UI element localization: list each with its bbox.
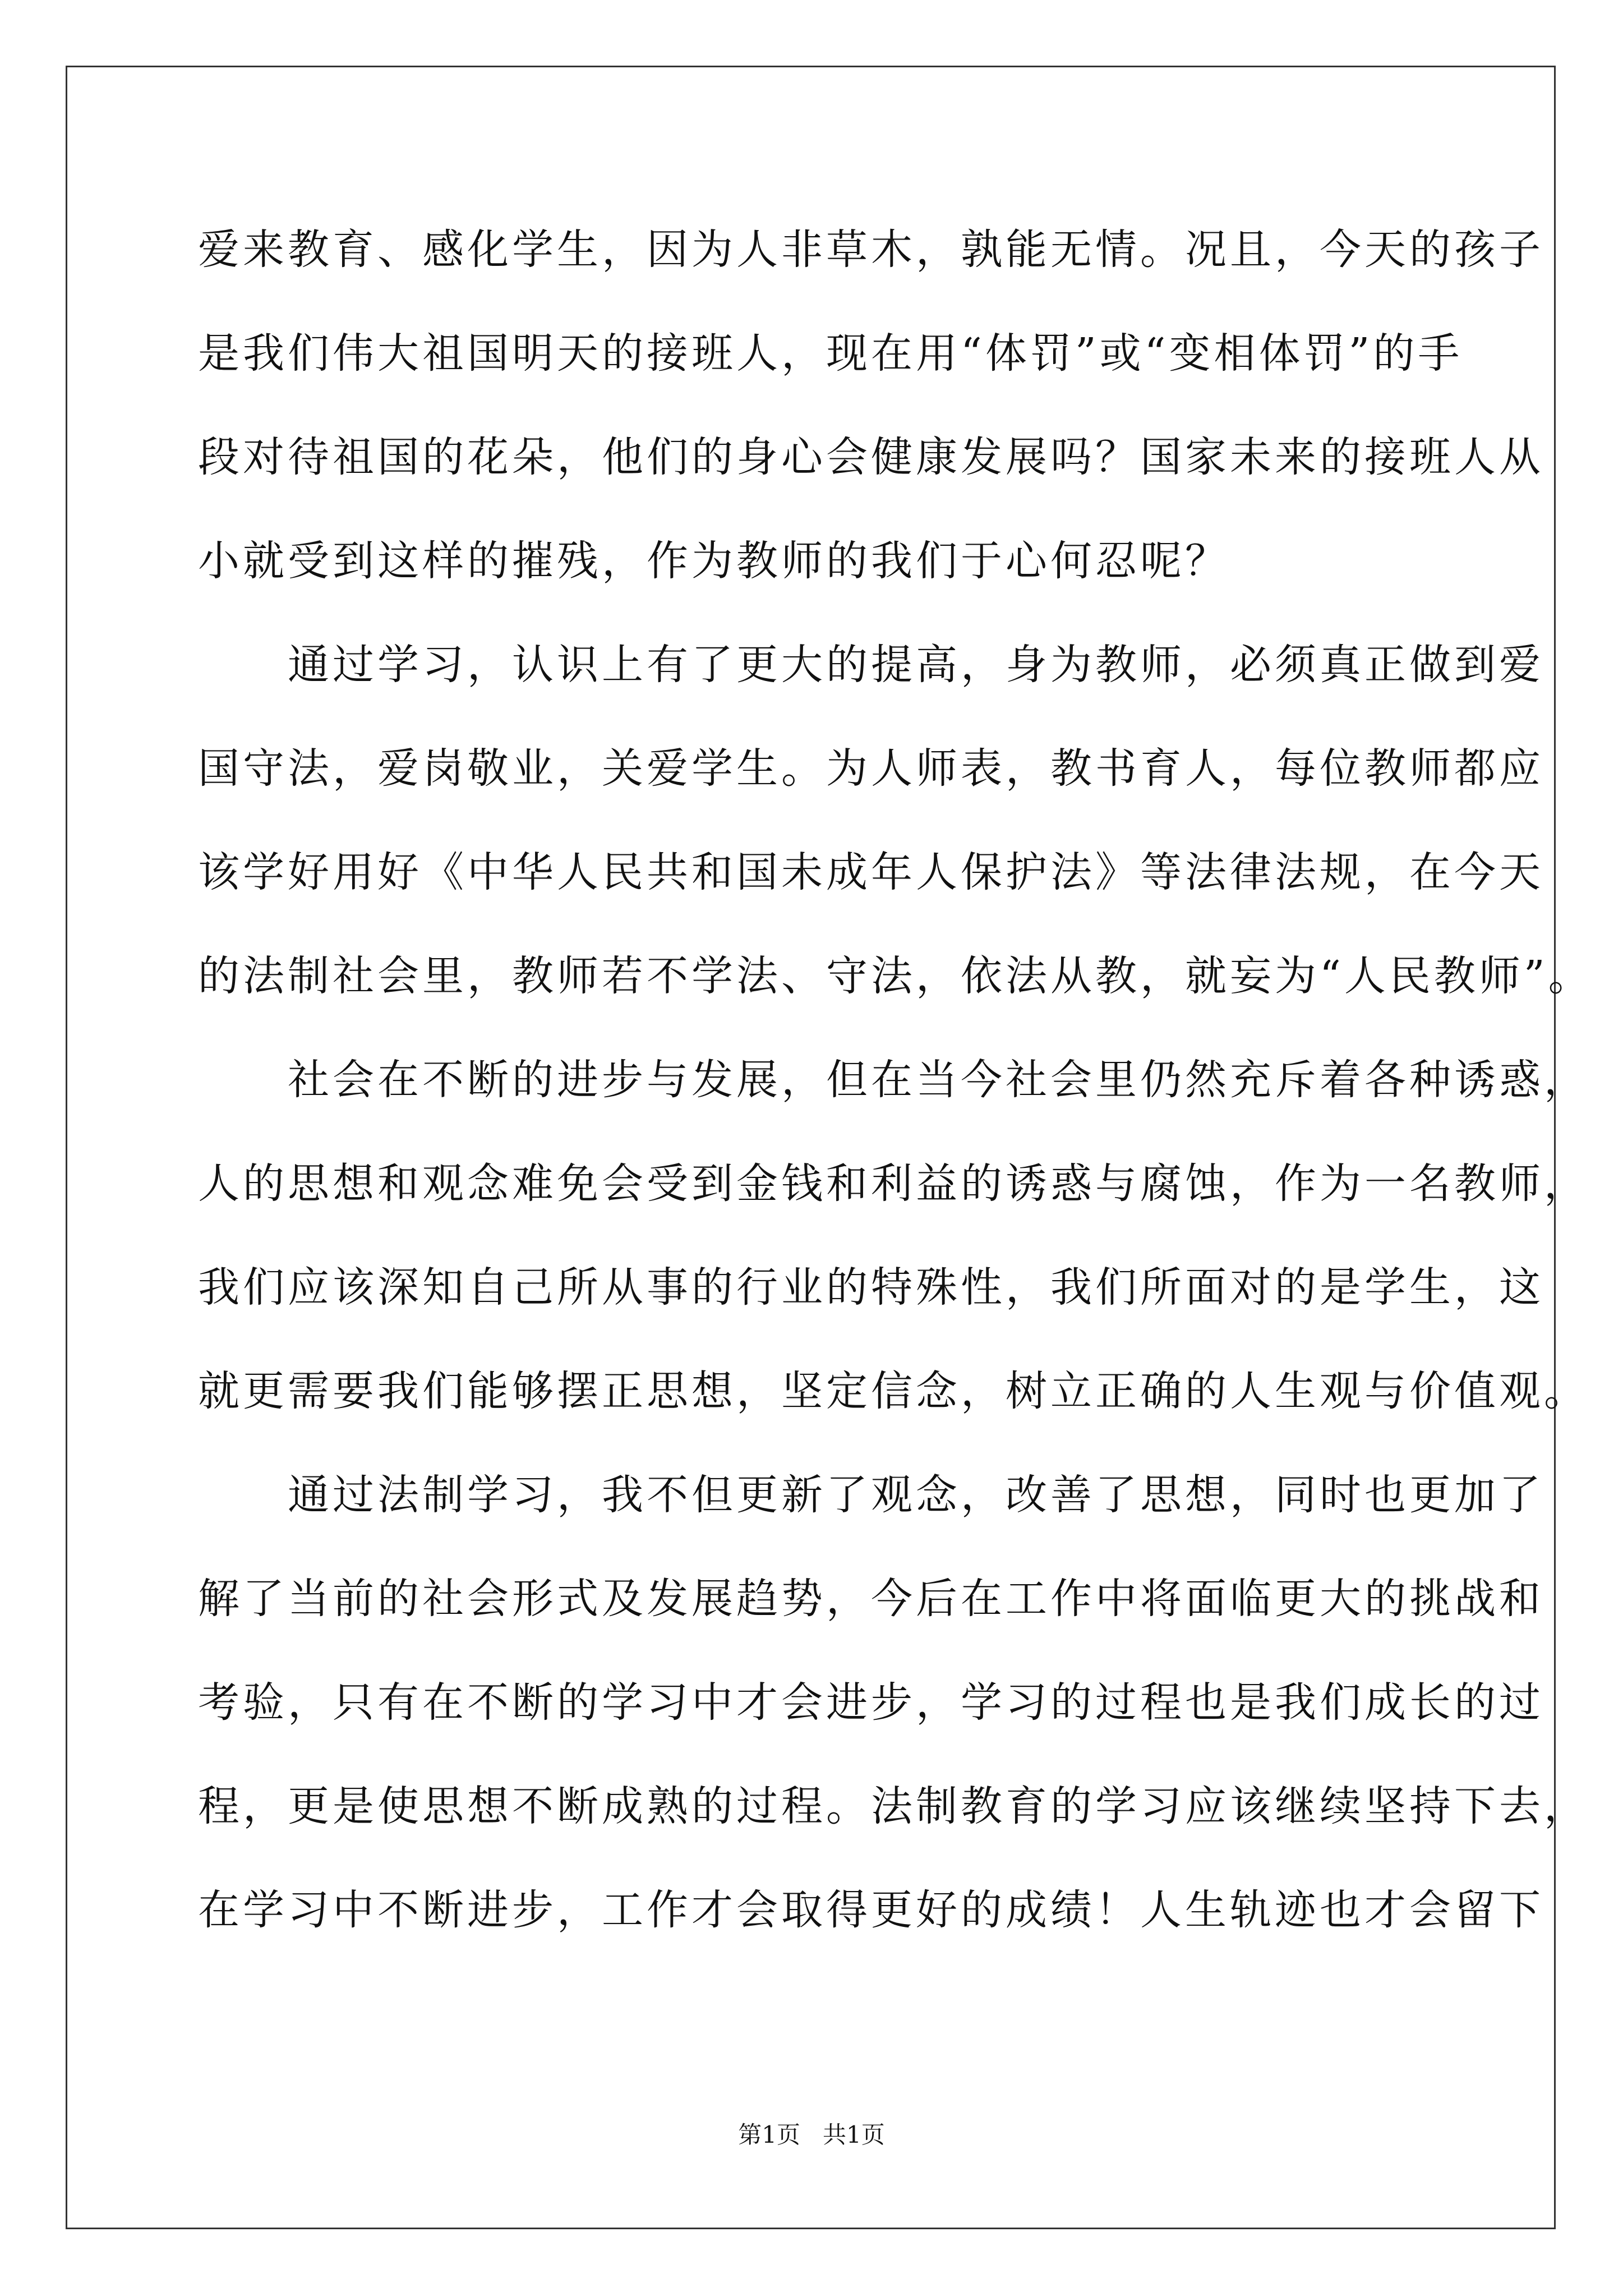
body-line-17: 在学习中不断进步，工作才会取得更好的成绩！人生轨迹也才会留下 [198,1886,1544,1934]
body-line-15: 考验，只有在不断的学习中才会进步，学习的过程也是我们成长的过 [198,1678,1544,1727]
body-line-7: 该学好用好《中华人民共和国未成年人保护法》等法律法规，在今天 [198,848,1544,896]
body-line-2: 是我们伟大祖国明天的接班人，现在用“体罚”或“变相体罚”的手 [198,329,1463,378]
body-line-10: 人的思想和观念难免会受到金钱和利益的诱惑与腐蚀，作为一名教师， [198,1159,1589,1208]
body-line-3: 段对待祖国的花朵，他们的身心会健康发展吗？国家未来的接班人从 [198,433,1544,481]
body-line-6: 国守法，爱岗敬业，关爱学生。为人师表，教书育人，每位教师都应 [198,744,1544,793]
body-line-9: 社会在不断的进步与发展，但在当今社会里仍然充斥着各种诱惑， [198,1056,1589,1104]
page-footer: 第1页 共1页 [738,2121,885,2148]
body-line-5: 通过学习，认识上有了更大的提高，身为教师，必须真正做到爱 [198,641,1544,689]
body-line-16: 程，更是使思想不断成熟的过程。法制教育的学习应该继续坚持下去， [198,1782,1589,1830]
body-line-4: 小就受到这样的摧残，作为教师的我们于心何忍呢？ [198,537,1230,585]
body-line-12: 就更需要我们能够摆正思想，坚定信念，树立正确的人生观与价值观。 [198,1367,1589,1415]
body-line-14: 解了当前的社会形式及发展趋势，今后在工作中将面临更大的挑战和 [198,1575,1544,1623]
body-line-13: 通过法制学习，我不但更新了观念，改善了思想，同时也更加了 [198,1471,1544,1519]
body-line-11: 我们应该深知自己所从事的行业的特殊性，我们所面对的是学生，这 [198,1263,1544,1312]
body-line-1: 爱来教育、感化学生，因为人非草木，孰能无情。况且，今天的孩子 [198,226,1544,274]
body-line-8: 的法制社会里，教师若不学法、守法，依法从教，就妄为“人民教师”。 [198,952,1593,1000]
